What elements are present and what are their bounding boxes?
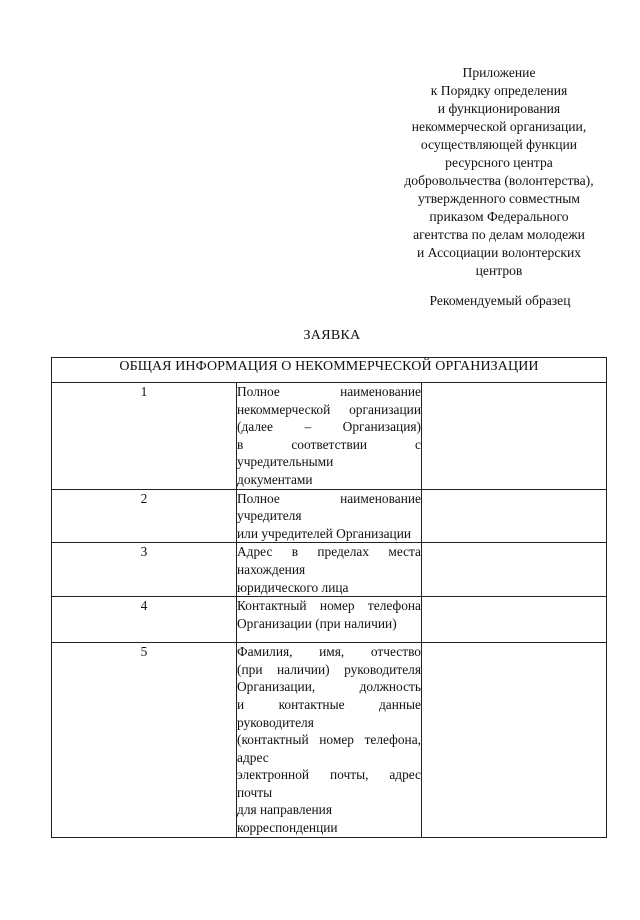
label-line: Организации (при наличии) (237, 615, 397, 631)
label-line: и контактные данные руководителя (237, 696, 421, 730)
appendix-line: приказом Федерального (429, 209, 569, 224)
row-label (237, 597, 422, 643)
label-line: Фамилия, имя, отчество (237, 644, 421, 660)
label-line: юридического лица (237, 579, 349, 595)
label-line: Полное наименование (237, 384, 421, 399)
value-cell[interactable] (422, 597, 607, 643)
row-number: 4 (52, 597, 237, 643)
label-line: Контактный номер телефона (237, 598, 421, 614)
label-line: Полное наименование учредителя (237, 490, 421, 524)
appendix-line: и функционирования (437, 101, 561, 116)
row-label (237, 543, 422, 597)
label-line: Адрес в пределах места нахождения (237, 544, 421, 577)
appendix-line: центров (475, 263, 523, 278)
application-form-table (51, 357, 607, 838)
label-line: (контактный номер телефона, адрес (237, 732, 421, 765)
table-row (52, 383, 607, 490)
row-label (237, 643, 422, 838)
value-cell[interactable] (422, 643, 607, 838)
sample-label: Рекомендуемый образец (429, 293, 571, 308)
label-line: электронной почты, адрес почты (237, 767, 421, 800)
value-cell[interactable] (422, 383, 607, 490)
label-line: для направления корреспонденции (237, 802, 338, 836)
label-line: (при наличии) руководителя (237, 661, 421, 677)
appendix-note (384, 64, 614, 280)
appendix-line: к Порядку определения (430, 83, 568, 98)
appendix-line: агентства по делам молодежи (413, 227, 585, 242)
row-number: 3 (52, 543, 237, 597)
appendix-line: и Ассоциации волонтерских (416, 245, 582, 260)
row-number: 5 (52, 643, 237, 838)
appendix-line: осуществляющей функции (420, 137, 578, 152)
appendix-line: Приложение (462, 65, 536, 80)
table-row (52, 643, 607, 838)
appendix-line: ресурсного центра (445, 155, 553, 170)
row-number: 2 (52, 489, 237, 543)
value-cell[interactable] (422, 543, 607, 597)
row-label (237, 489, 422, 543)
section-header: ОБЩАЯ ИНФОРМАЦИЯ О НЕКОММЕРЧЕСКОЙ ОРГАНИЗАЦИИ (52, 358, 607, 383)
label-line: (далее – Организация) (237, 419, 421, 435)
section-header-row (52, 358, 607, 383)
appendix-line: утвержденного совместным (417, 191, 580, 206)
label-line: Организации, должность (237, 679, 421, 695)
appendix-line: добровольчества (волонтерства), (404, 173, 594, 188)
document-title: ЗАЯВКА (303, 328, 361, 343)
row-number: 1 (52, 383, 237, 490)
table-row (52, 597, 607, 643)
table-row (52, 489, 607, 543)
value-cell[interactable] (422, 489, 607, 543)
label-line: или учредителей Организации (237, 525, 412, 541)
table-row (52, 543, 607, 597)
label-line: в соответствии с учредительными (237, 436, 421, 470)
appendix-line: некоммерческой организации, (411, 119, 587, 134)
label-line: документами (237, 471, 313, 487)
label-line: некоммерческой организации (237, 401, 421, 417)
row-label (237, 383, 422, 490)
